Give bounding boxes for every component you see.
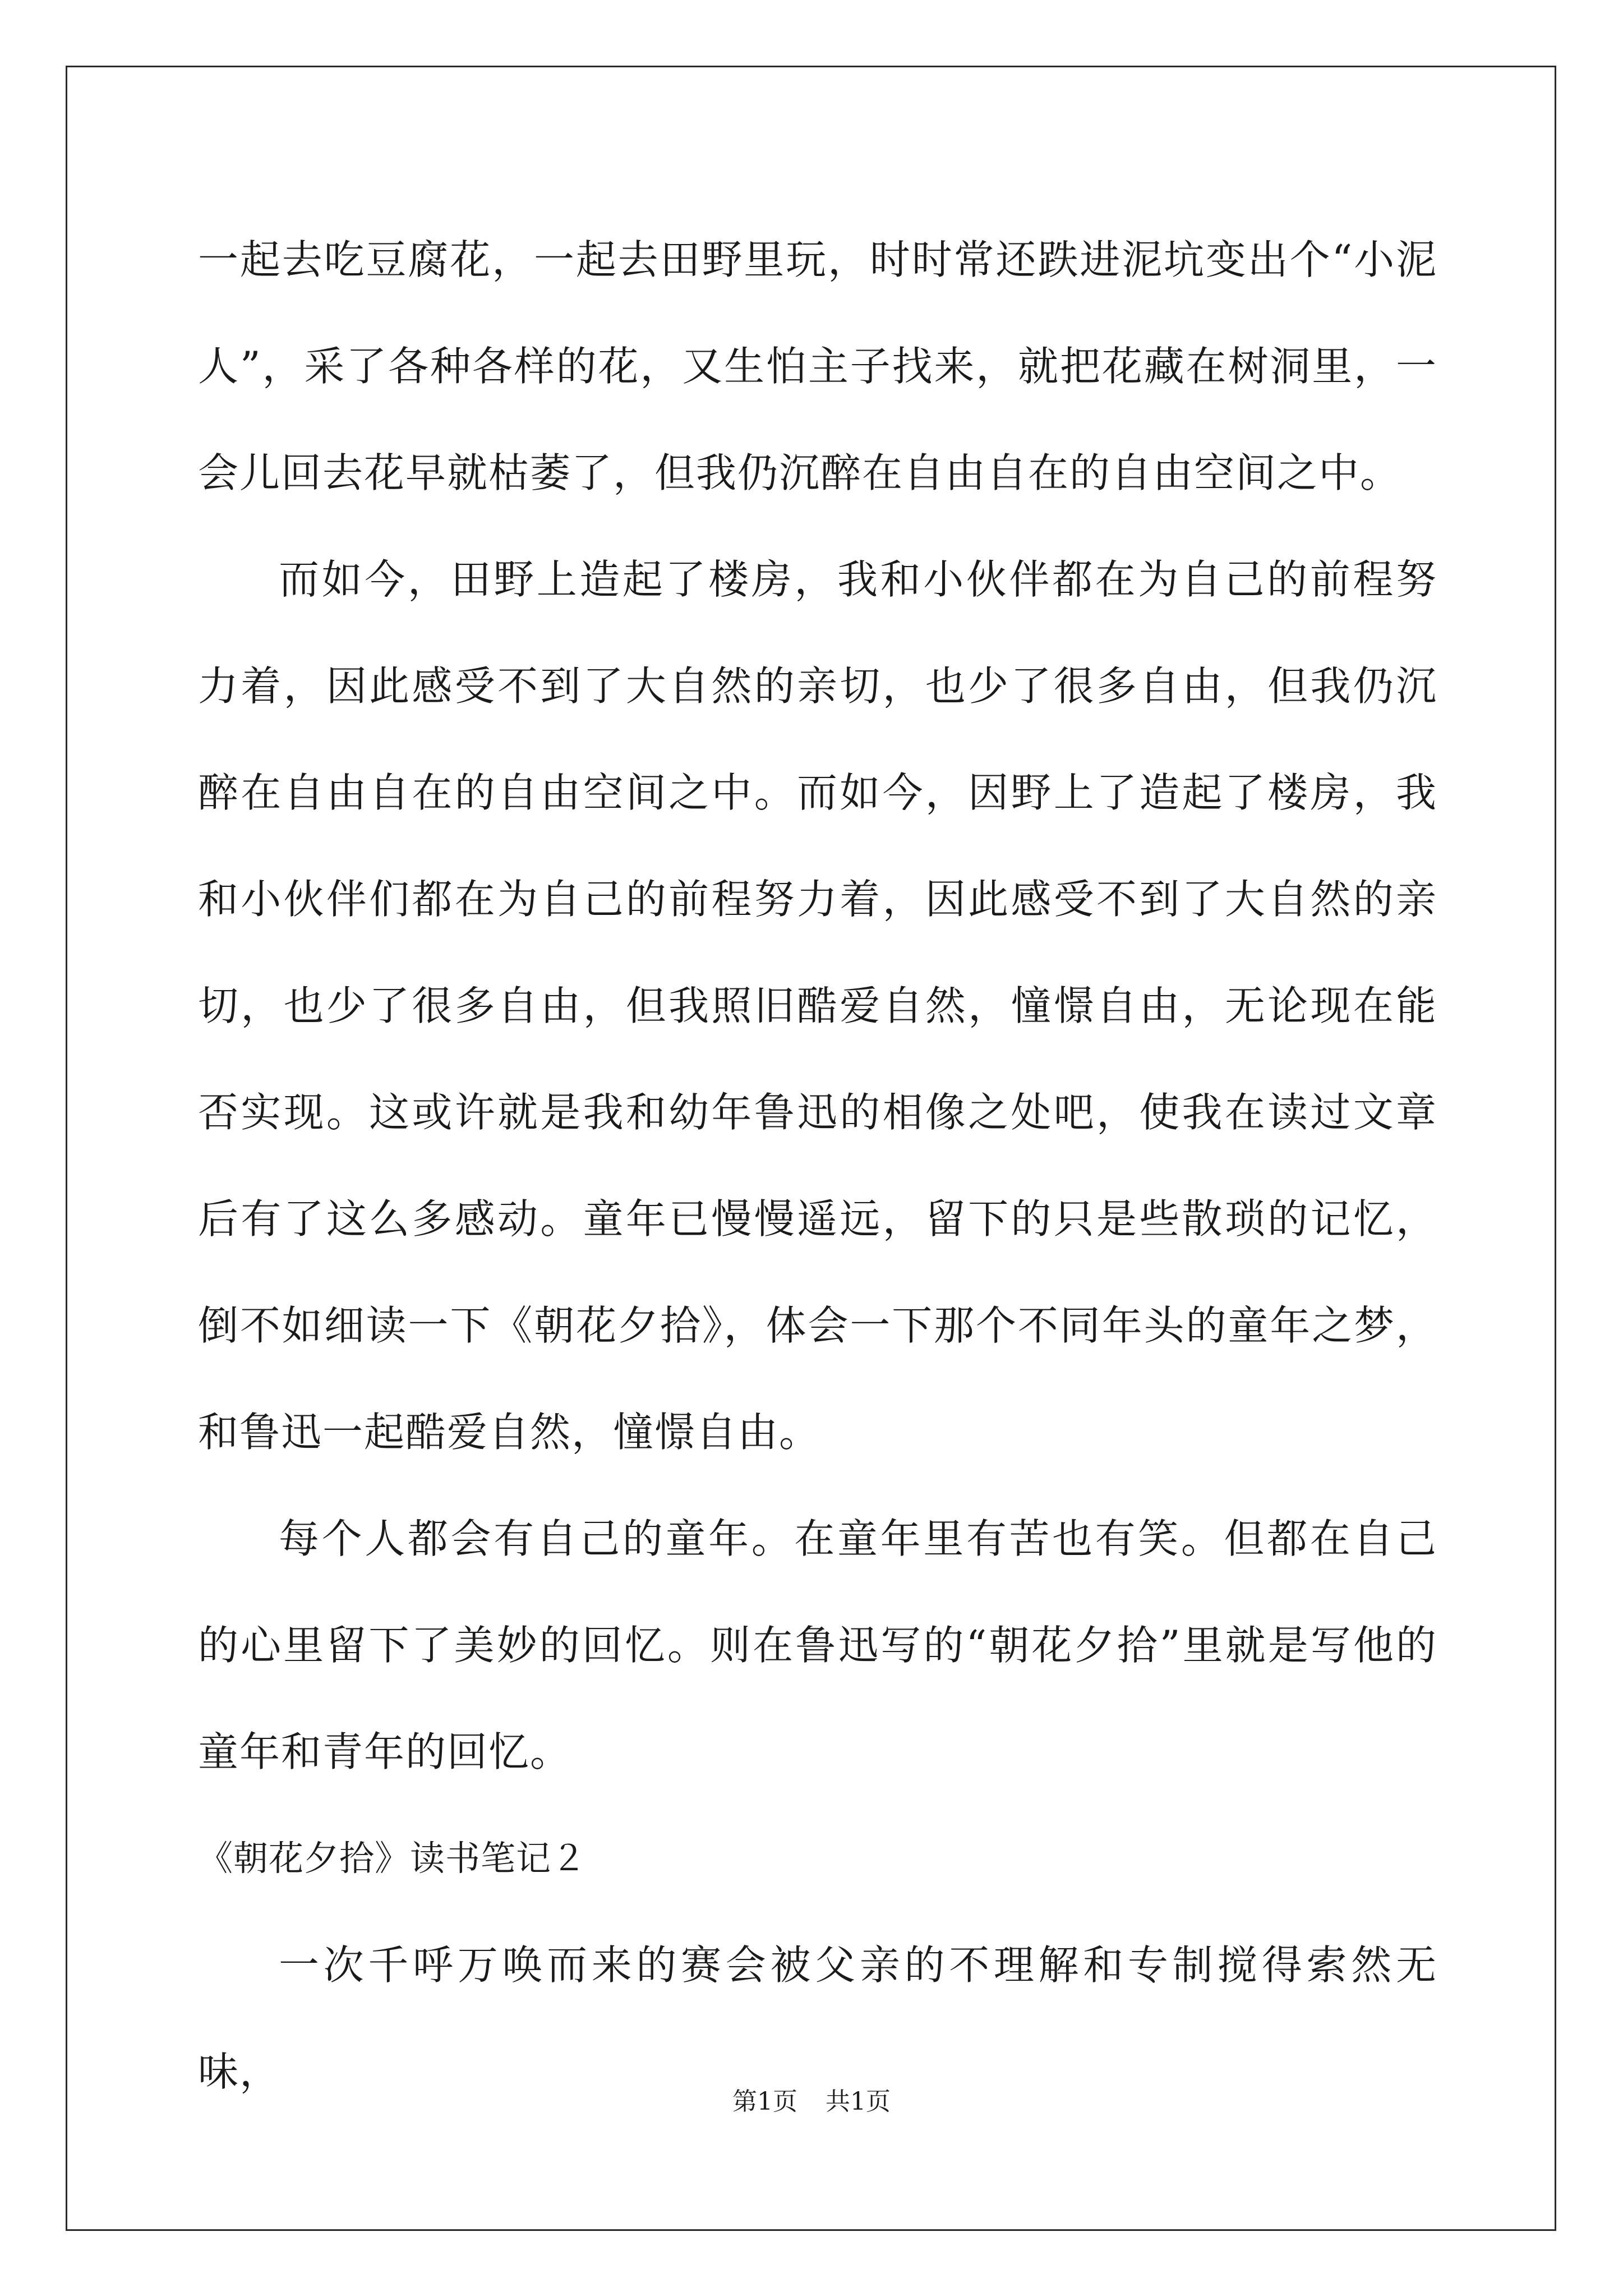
- page-number: 第1页: [732, 2087, 797, 2116]
- document-body: [198, 206, 1437, 2125]
- page-total: 共1页: [826, 2087, 891, 2116]
- paragraph-4: 一次千呼万唤而来的赛会被父亲的不理解和专制搅得索然无味，: [198, 1941, 1437, 2095]
- paragraph-3: 每个人都会有自己的童年。在童年里有苦也有笑。但都在自己的心里留下了美妙的回忆。则在鲁迅写的“朝花夕拾”里就是写他的童年和青年的回忆。: [198, 1515, 1437, 1775]
- paragraph-2: 而如今，田野上造起了楼房，我和小伙伴都在为自己的前程努力着，因此感受不到了大自然的亲切，也少了很多自由，但我仍沉醉在自由自在的自由空间之中。而如今，因野上了造起了楼房，我和小伙伴们都在为自己的前程努力着，因此感受不到了大自然的亲切，也少了很多自由，但我照旧酷爱自然，憧憬自由，无论现在能否实现。这或许就是我和幼年鲁迅的相像之处吧，使我在读过文章后有了这么多感动。童年已慢慢遥远，留下的只是些散琐的记忆，倒不如细读一下《朝花夕拾》，体会一下那个不同年头的童年之梦，和鲁迅一起酷爱自然，憧憬自由。: [198, 556, 1437, 1456]
- page-footer: [0, 2081, 1623, 2117]
- paragraph-1: 一起去吃豆腐花，一起去田野里玩，时时常还跌进泥坑变出个“小泥人”，采了各种各样的花，又生怕主子找来，就把花藏在树洞里，一会儿回去花早就枯萎了，但我仍沉醉在自由自在的自由空间之中。: [198, 236, 1437, 496]
- section-heading: 《朝花夕拾》读书笔记２: [198, 1838, 587, 1879]
